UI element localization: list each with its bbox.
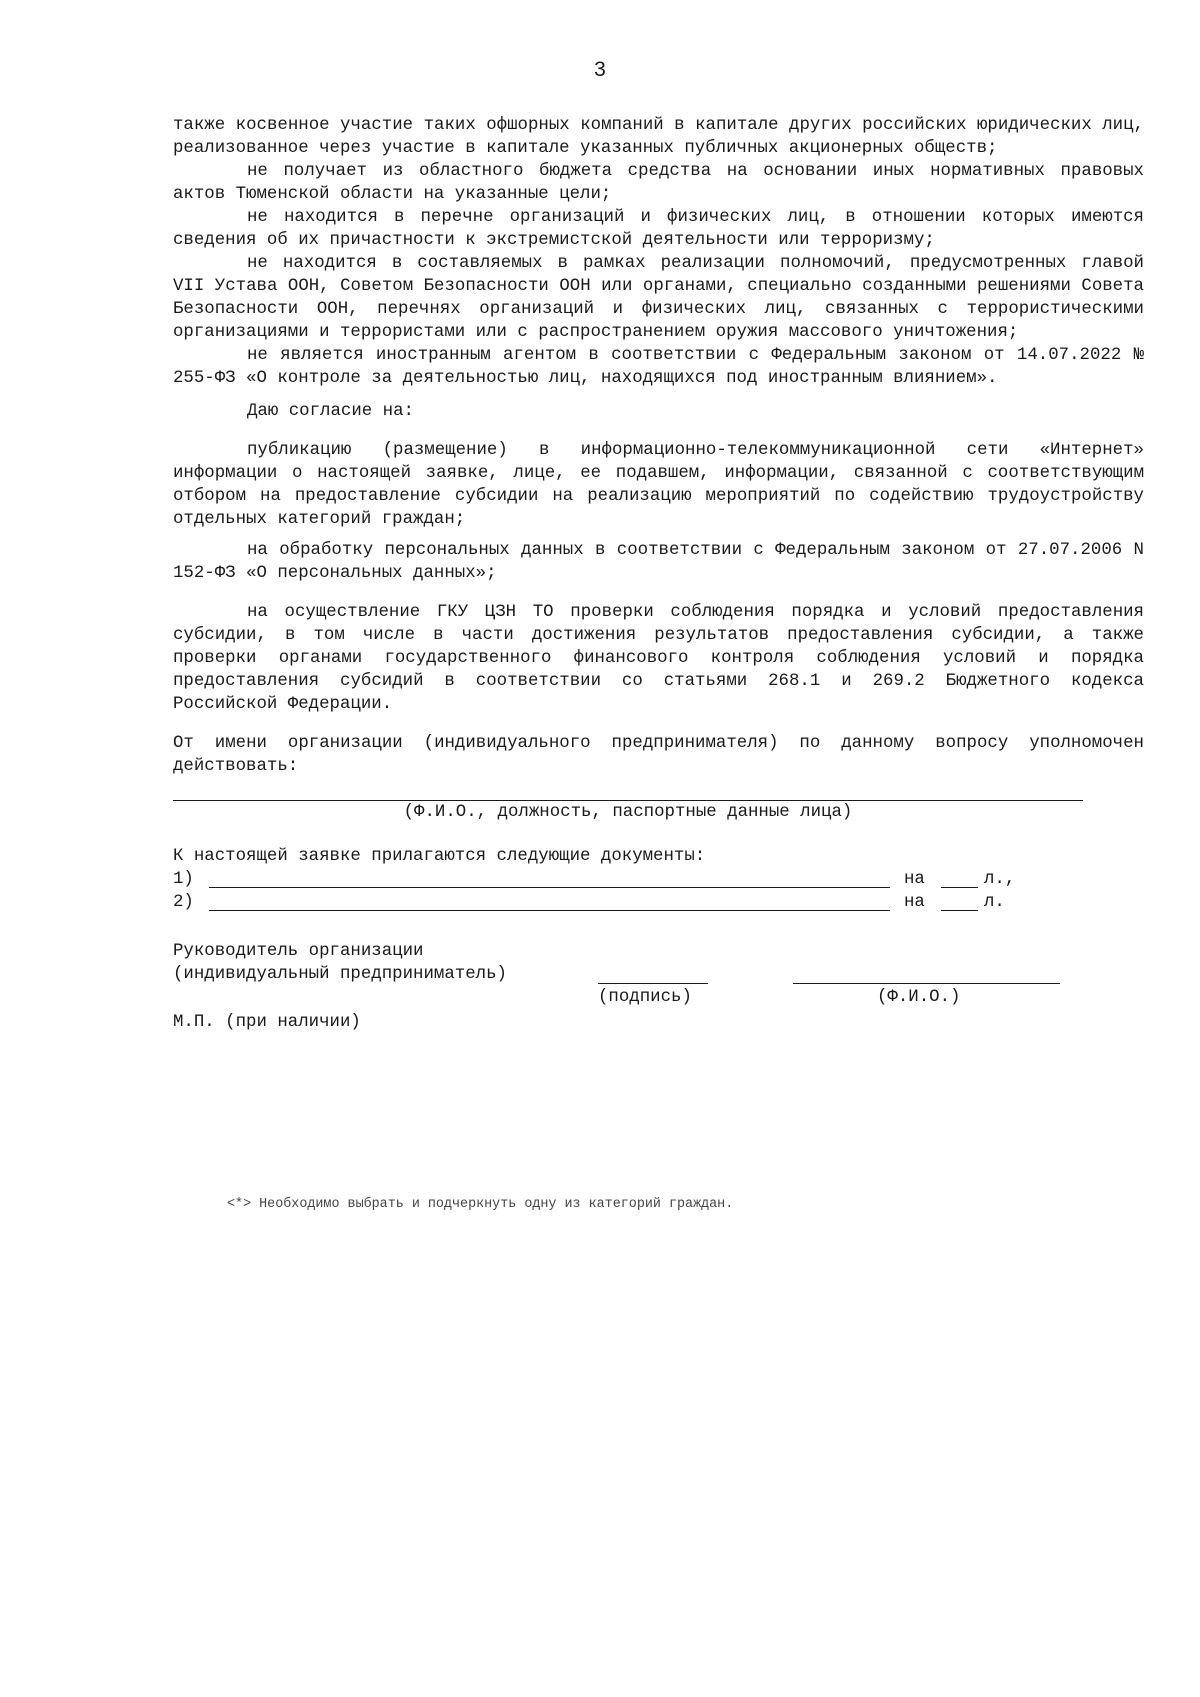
document-pages-label: на [904,893,925,912]
consent-inspection: на осуществление ГКУ ЦЗН ТО проверки соблюдения порядка и условий предоставления субсидии, в том числе в части достижения результатов предоставления субсидии, а также проверки органами государственного финансового контроля соблюдения условий и порядка предоставления субсидий в соответствии со статьями 268.1 и 269.2 Бюджетного кодекса Российской Федерации. [173,603,1144,714]
stamp-label: М.П. (при наличии) [173,1013,361,1032]
signatory-title: Руководитель организации [173,942,424,961]
signature-block [173,940,1144,1036]
page-number: 3 [594,58,606,81]
paragraph-extremism: не находится в перечне организаций и физических лиц, в отношении которых имеются сведения об их причастности к экстремистской деятельности или терроризму; [173,208,1144,250]
document-row [173,891,1144,914]
document-pages-suffix: л., [984,870,1016,889]
consent-personal-data: на обработку персональных данных в соответствии с Федеральным законом от 27.07.2006 N 152-ФЗ «О персональных данных»; [173,541,1144,583]
document-pages-line [941,910,978,911]
paragraph-budget: не получает из областного бюджета средства на основании иных нормативных правовых актов Тюменской области на указанные цели; [173,162,1144,204]
document-pages-suffix: л. [984,893,1005,912]
document-body [173,114,1144,1036]
document-name-line [209,910,890,911]
paragraph-offshore: также косвенное участие таких офшорных компаний в капитале других российских юридических лиц, реализованное через участие в капитале указанных публичных акционерных обществ; [173,116,1144,158]
document-pages-line [941,887,978,888]
document-row [173,868,1144,891]
document-pages-label: на [904,870,925,889]
signatory-subtitle: (индивидуальный предприниматель) [173,965,507,984]
fio-caption: (Ф.И.О.) [877,988,961,1007]
consent-publication: публикацию (размещение) в информационно-телекоммуникационной сети «Интернет» информации о настоящей заявке, лице, ее подавшем, информации, связанной с соответствующим отбором на предоставление субсидии на реализацию мероприятий по содействию трудоустройству отдельных категорий граждан; [173,441,1144,529]
representative-text: От имени организации (индивидуального предпринимателя) по данному вопросу уполномочен действовать: [173,734,1144,776]
representative-caption: (Ф.И.О., должность, паспортные данные лица) [403,803,853,822]
paragraph-un-lists: не находится в составляемых в рамках реализации полномочий, предусмотренных главой VII Устава ООН, Советом Безопасности ООН или органами, специально созданными решениями Совета Безопасности ООН, перечнях организаций и физических лиц, связанных с террористическими организациями и террористами или с распространением оружия массового уничтожения; [173,254,1144,342]
footnote: <*> Необходимо выбрать и подчеркнуть одну из категорий граждан. [227,1197,734,1212]
signature-line [598,983,708,984]
fio-line [793,983,1060,984]
paragraph-foreign-agent: не является иностранным агентом в соответствии с Федеральным законом от 14.07.2022 № 255-ФЗ «О контроле за деятельностью лиц, находящихся под иностранным влиянием». [173,346,1144,388]
document-name-line [209,887,890,888]
document-number: 2) [173,893,194,912]
documents-title: К настоящей заявке прилагаются следующие документы: [173,847,706,866]
document-number: 1) [173,870,194,889]
consent-title: Даю согласие на: [247,402,414,421]
signature-caption: (подпись) [598,988,692,1007]
